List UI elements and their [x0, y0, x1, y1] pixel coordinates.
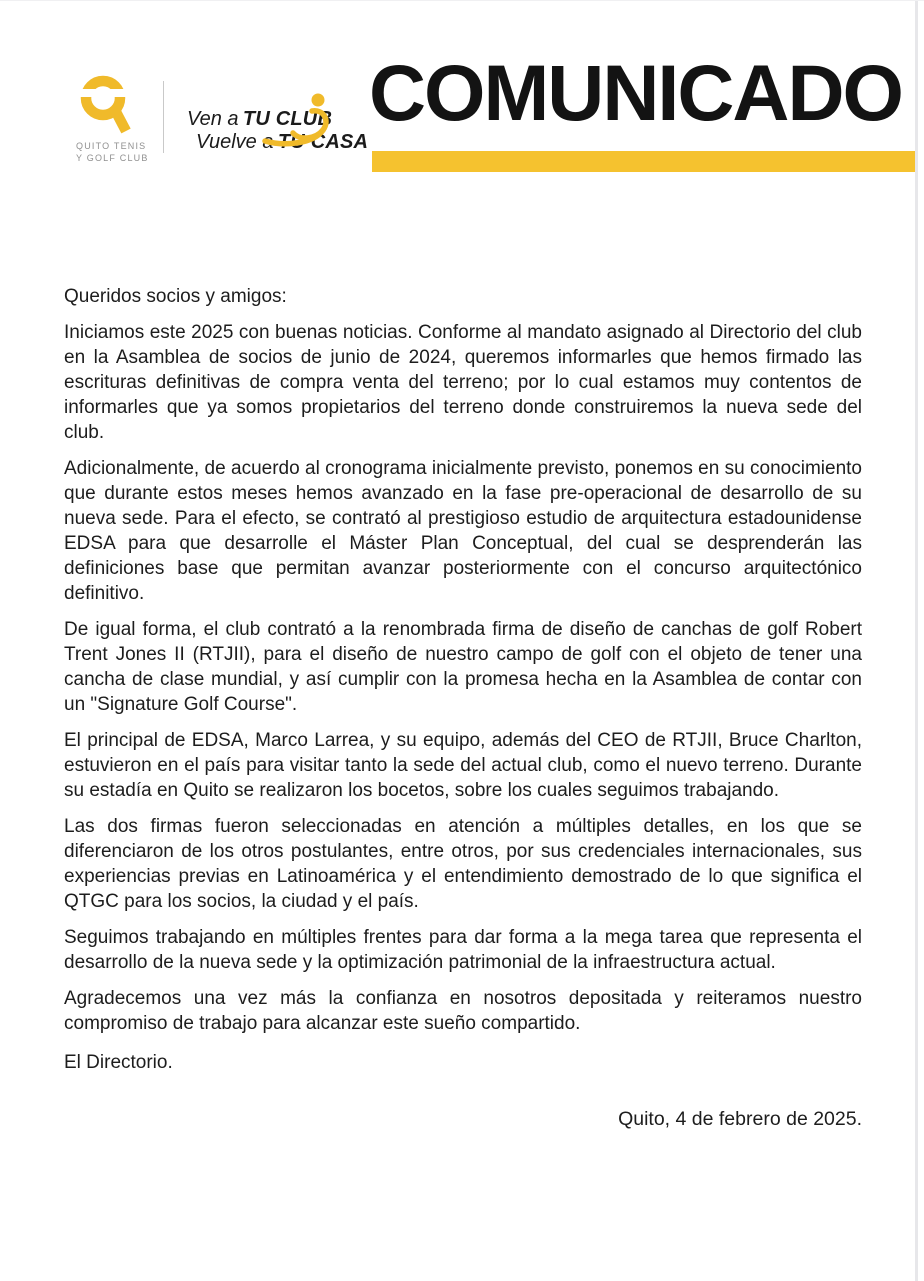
title-underline-bar [372, 151, 915, 172]
letter-paragraph-2: Adicionalmente, de acuerdo al cronograma inicialmente previsto, ponemos en su conocimiento que durante estos meses hemos avanzado en la fase pre-operacional de desarrollo de su nueva sede. Para el efecto, se contrató al prestigioso estudio de arquitectura estadounidense EDSA para que desarrolle el Máster Plan Conceptual, del cual se desprenderán las definiciones base que permitan avanzar posteriormente con el concurso arquitectónico definitivo. [64, 458, 862, 604]
dateline: Quito, 4 de febrero de 2025. [618, 1108, 862, 1130]
salutation: Queridos socios y amigos: [64, 286, 287, 307]
tagline-line2-bold: TU CASA [277, 131, 369, 153]
photo-edge-shadow [915, 1, 918, 1281]
letter-body [64, 284, 862, 1132]
letter-paragraph-1: Iniciamos este 2025 con buenas noticias. Conforme al mandato asignado al Directorio del club en la Asamblea de socios de junio de 2024, queremos informarles que hemos firmado las escrituras definitivas de compra venta del terreno; por lo cual estamos muy contentos de informarles que ya somos propietarios del terreno donde construiremos la nueva sede del club. [64, 322, 862, 443]
letter-paragraph-3: De igual forma, el club contrató a la renombrada firma de diseño de canchas de golf Robert Trent Jones II (RTJII), para el diseño de nuestro campo de golf con el objeto de tener una cancha de clase mundial, y así cumplir con la promesa hecha en la Asamblea de contar con un "Signature Golf Course". [64, 619, 862, 715]
golfer-swing-icon [262, 91, 338, 151]
header-divider [163, 81, 164, 153]
signoff: El Directorio. [64, 1052, 173, 1073]
letter-paragraph-5: Las dos firmas fueron seleccionadas en atención a múltiples detalles, en los que se diferenciaron de los otros postulantes, entre otros, por sus credenciales internacionales, sus experiencias previas en Latinoamérica y el entendimiento demostrado de lo que significa el QTGC para los socios, la ciudad y el país. [64, 816, 862, 912]
letter-paragraph-6: Seguimos trabajando en múltiples frentes para dar forma a la mega tarea que representa el desarrollo de la nueva sede y la optimización patrimonial de la infraestructura actual. [64, 927, 862, 973]
letter-paragraph-4: El principal de EDSA, Marco Larrea, y su equipo, además del CEO de RTJII, Bruce Charlton, estuvieron en el país para visitar tanto la sede del actual club, como el nuevo terreno. Durante su estadía en Quito se realizaron los bocetos, sobre los cuales seguimos trabajando. [64, 730, 862, 801]
club-logo [76, 75, 149, 164]
club-name-line2: Y GOLF CLUB [76, 153, 149, 163]
qtgc-q-logo-icon [79, 75, 135, 137]
letter-paragraph-7: Agradecemos una vez más la confianza en nosotros depositada y reiteramos nuestro compromiso de trabajo para alcanzar este sueño compartido. [64, 988, 862, 1034]
page-title: COMUNICADO [369, 48, 902, 137]
club-name-line1: QUITO TENIS [76, 141, 147, 151]
tagline-line1-bold: TU CLUB [242, 108, 333, 130]
club-name [76, 140, 149, 164]
tagline-line1-regular: Ven a [187, 108, 239, 130]
tagline-line2-regular: Vuelve a [196, 131, 274, 153]
